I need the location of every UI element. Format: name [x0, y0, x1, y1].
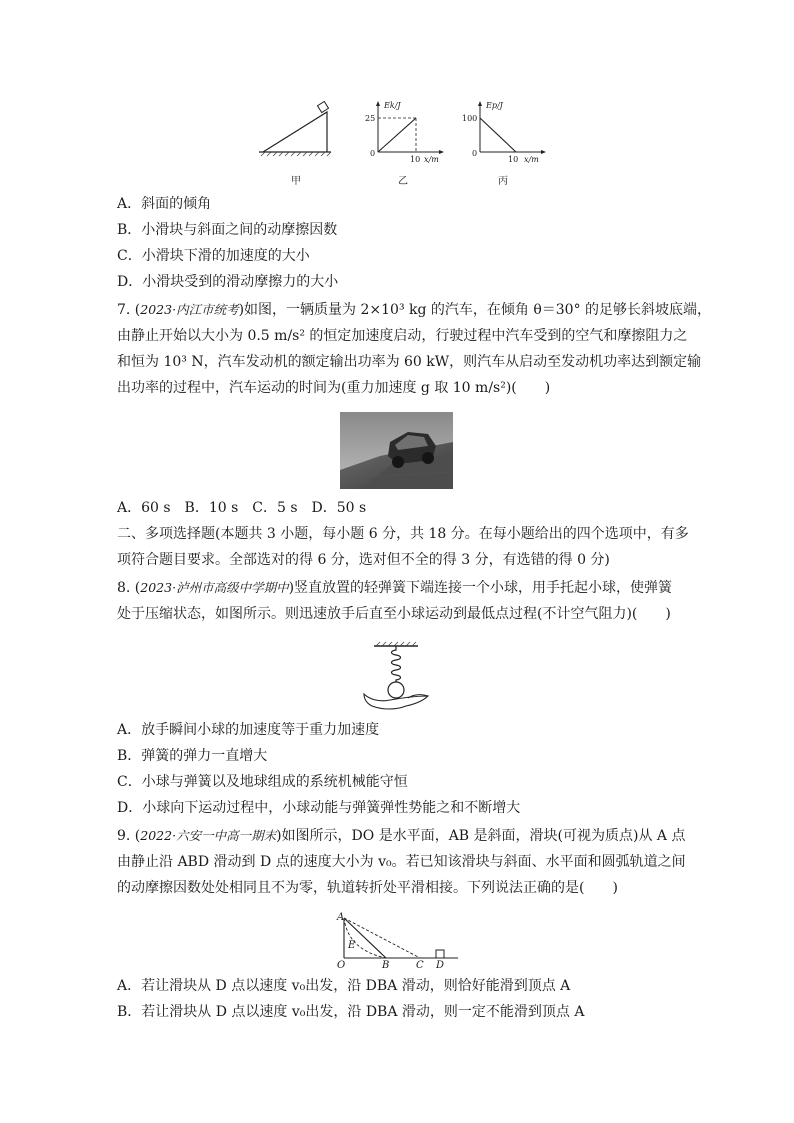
- block-d: [436, 950, 444, 958]
- q8-source: 2023·泸州市高级中学期中: [140, 580, 289, 595]
- ep-xlabel: x/m: [524, 155, 539, 164]
- label-o: O: [337, 960, 346, 970]
- q8-option-a: A．放手瞬间小球的加速度等于重力加速度: [117, 722, 380, 738]
- q9-option-a: A．若让滑块从 D 点以速度 v₀出发，沿 DBA 滑动，则恰好能滑到顶点 A: [117, 978, 571, 994]
- q9-number: 9. (: [117, 828, 141, 844]
- ek-x-graph: [362, 98, 452, 164]
- ep-xtick: 10: [508, 155, 519, 164]
- q9-option-b: B．若让滑块从 D 点以速度 v₀出发，沿 DBA 滑动，则一定不能滑到顶点 A: [117, 1004, 585, 1020]
- q7-line-2: 由静止开始以大小为 0.5 m/s² 的恒定加速度启动，行驶过程中汽车受到的空气和摩擦阻力之: [117, 328, 688, 344]
- q7-text-1: )如图，一辆质量为 2×10³ kg 的汽车，在倾角 θ＝30° 的足够长斜坡底端，: [238, 302, 712, 318]
- q6-option-b: B．小滑块与斜面之间的动摩擦因数: [117, 222, 338, 238]
- q7-line-3: 和恒为 10³ N，汽车发动机的额定输出功率为 60 kW，则汽车从启动至发动机功率达到额定输: [117, 354, 702, 370]
- q8-text-1: )竖直放置的轻弹簧下端连接一个小球，用手托起小球，使弹簧: [288, 580, 673, 596]
- spring-ball-hand-figure: [356, 640, 436, 714]
- label-d: D: [436, 960, 445, 970]
- section2-line-2: 项符合题目要求。全部选对的得 6 分，选对但不全的得 3 分，有选错的得 0 分): [117, 552, 610, 568]
- ep-ytick: 100: [462, 114, 478, 123]
- q6-option-c: C．小滑块下滑的加速度的大小: [117, 248, 310, 264]
- caption-bing: 丙: [498, 176, 508, 187]
- ek-ylabel: Ek/J: [384, 101, 401, 110]
- q8-line-2: 处于压缩状态，如图所示。则迅速放手后直至小球运动到最低点过程(不计空气阻力)( ): [117, 606, 671, 622]
- q8-number: 8. (: [117, 580, 141, 596]
- label-a: A: [337, 912, 345, 923]
- q6-option-a: A．斜面的倾角: [117, 196, 212, 212]
- caption-yi: 乙: [398, 176, 408, 187]
- label-e: E: [348, 940, 356, 951]
- label-c: C: [416, 960, 424, 970]
- ball: [388, 682, 404, 698]
- q7-line-1: [117, 300, 711, 320]
- q9-source: 2022·六安一中高一期末: [140, 828, 277, 843]
- q9-line-3: 的动摩擦因数处处相同且不为零，轨道转折处平滑相接。下列说法正确的是( ): [117, 880, 618, 896]
- q9-text-1: )如图所示，DO 是水平面，AB 是斜面，滑块(可视为质点)从 A 点: [276, 828, 686, 844]
- incline-figure: [255, 100, 335, 160]
- q7-options: A．60 s B．10 s C．5 s D．50 s: [117, 500, 367, 516]
- q7-source: 2023·内江市统考: [140, 302, 239, 317]
- label-b: B: [382, 960, 390, 970]
- q7-number: 7. (: [117, 302, 141, 318]
- slider-block: [317, 101, 328, 112]
- q9-line-2: 由静止沿 ABD 滑动到 D 点的速度大小为 v₀。若已知该滑块与斜面、水平面和圆弧轨道之间: [117, 854, 686, 870]
- q8-option-c: C．小球与弹簧以及地球组成的系统机械能守恒: [117, 774, 408, 790]
- ek-ytick: 25: [365, 114, 376, 123]
- ek-xtick: 10: [410, 155, 421, 164]
- q8-option-d: D．小球向下运动过程中，小球动能与弹簧弹性势能之和不断增大: [117, 800, 521, 816]
- section2-line-1: 二、多项选择题(本题共 3 小题，每小题 6 分，共 18 分。在每小题给出的四个选项中，有多: [117, 526, 689, 542]
- ep-ylabel: Ep/J: [486, 101, 503, 110]
- caption-jia: 甲: [291, 176, 301, 187]
- q8-option-b: B．弹簧的弹力一直增大: [117, 748, 268, 764]
- q7-line-4: 出功率的过程中，汽车运动的时间为(重力加速度 g 取 10 m/s²)( ): [117, 380, 551, 396]
- q9-line-1: [117, 826, 685, 846]
- ep-origin: 0: [472, 149, 478, 158]
- ep-x-graph: [460, 98, 550, 164]
- incline-track-figure: [332, 910, 462, 970]
- q6-option-d: D．小滑块受到的滑动摩擦力的大小: [117, 274, 339, 290]
- ek-xlabel: x/m: [424, 155, 439, 164]
- ek-origin: 0: [370, 149, 376, 158]
- car-on-slope-photo: [340, 412, 453, 489]
- q8-line-1: [117, 578, 672, 598]
